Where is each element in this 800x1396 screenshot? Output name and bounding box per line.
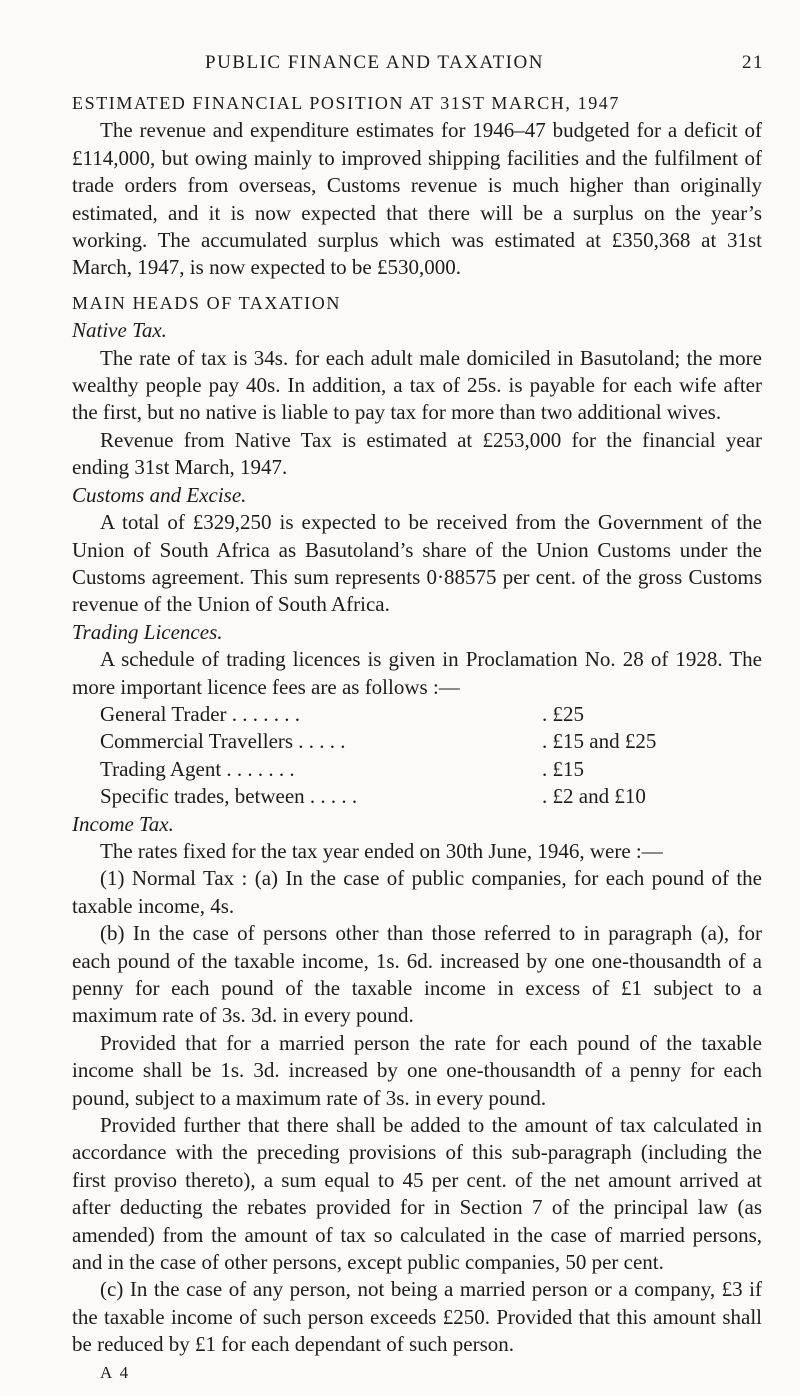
page-body [72, 90, 762, 1386]
list-item [72, 783, 762, 810]
paragraph-trading-licences: A schedule of trading licences is given in Proclamation No. 28 of 1928. The more important licence fees are as follows :— [72, 647, 762, 699]
paragraph-native-tax-rate: The rate of tax is 34s. for each adult male domiciled in Basutoland; the more wealthy people pay 40s. In addition, a tax of 25s. is payable for each wife after the first, but no native is liable to pay tax for more than two additional wives. [72, 345, 762, 425]
fee-amount: . £15 [542, 756, 584, 781]
fee-amount: . £15 and £25 [542, 729, 657, 754]
paragraph-normal-tax-a: (1) Normal Tax : (a) In the case of public companies, for each pound of the taxable income, 4s. [72, 866, 762, 918]
running-title: PUBLIC FINANCE AND TAXATION [205, 52, 544, 73]
paragraph-normal-tax-b: (b) In the case of persons other than those referred to in paragraph (a), for each pound of the taxable income, 1s. 6d. increased by one one-thousandth of a penny for each pound of the taxable income in excess of £1 subject to a maximum rate of 3s. 3d. in every pound. [72, 921, 762, 1028]
list-item [72, 756, 762, 783]
fee-label: Commercial Travellers . . . . . [100, 729, 346, 754]
paragraph-married-proviso: Provided that for a married person the rate for each pound of the taxable income shall be 1s. 3d. increased by one one-thousandth of a penny for each pound, subject to a maximum rate of 3s. in every pound. [72, 1030, 762, 1110]
subheading-native-tax: Native Tax. [72, 318, 167, 343]
fee-label: Specific trades, between . . . . . [100, 784, 358, 809]
list-item [72, 701, 762, 728]
section-heading-financial-position: ESTIMATED FINANCIAL POSITION AT 31ST MARCH, 1947 [72, 93, 620, 113]
list-item [72, 728, 762, 755]
signature-mark: A 4 [100, 1362, 131, 1382]
licence-fee-list [72, 701, 762, 811]
fee-amount: . £2 and £10 [542, 784, 646, 809]
subheading-income-tax: Income Tax. [72, 811, 174, 836]
paragraph-native-tax-revenue: Revenue from Native Tax is estimated at £253,000 for the financial year ending 31st March, 1947. [72, 427, 762, 480]
paragraph-income-tax-intro: The rates fixed for the tax year ended on 30th June, 1946, were :— [100, 838, 663, 863]
fee-label: General Trader . . . . . . . [100, 701, 301, 726]
section-heading-taxation: MAIN HEADS OF TAXATION [72, 292, 341, 313]
subheading-customs: Customs and Excise. [72, 482, 247, 507]
subheading-trading-licences: Trading Licences. [72, 619, 223, 644]
paragraph-financial-position: The revenue and expenditure estimates for 1946–47 budgeted for a deficit of £114,000, but owing mainly to improved shipping facilities and the fulfilment of trade orders from overseas, Customs revenue is much higher than originally estimated, and it is now expected that there will be a surplus on the year’s working. The accumulated surplus which was estimated at £350,368 at 31st March, 1947, is now expected to be £530,000. [72, 118, 762, 280]
paragraph-further-proviso: Provided further that there shall be added to the amount of tax calculated in accordance with the preceding provisions of this sub-paragraph (including the first proviso thereto), a sum equal to 45 per cent. of the net amount arrived at after deducting the rebates provided for in Section 7 of the principal law (as amended) from the amount of tax so calculated in the case of married persons, and in the case of other persons, except public companies, 50 per cent. [72, 1113, 762, 1275]
fee-amount: . £25 [542, 701, 584, 726]
paragraph-normal-tax-c: (c) In the case of any person, not being a married person or a company, £3 if the taxable income of such person exceeds £250. Provided that this amount shall be reduced by £1 for each dependant of such person. [72, 1277, 762, 1357]
paragraph-customs: A total of £329,250 is expected to be received from the Government of the Union of South Africa as Basutoland’s share of the Union Customs under the Customs agreement. This sum represents 0·88575 per cent. of the gross Customs revenue of the Union of South Africa. [72, 510, 762, 617]
fee-label: Trading Agent . . . . . . . [100, 756, 295, 781]
page-number: 21 [742, 52, 764, 73]
